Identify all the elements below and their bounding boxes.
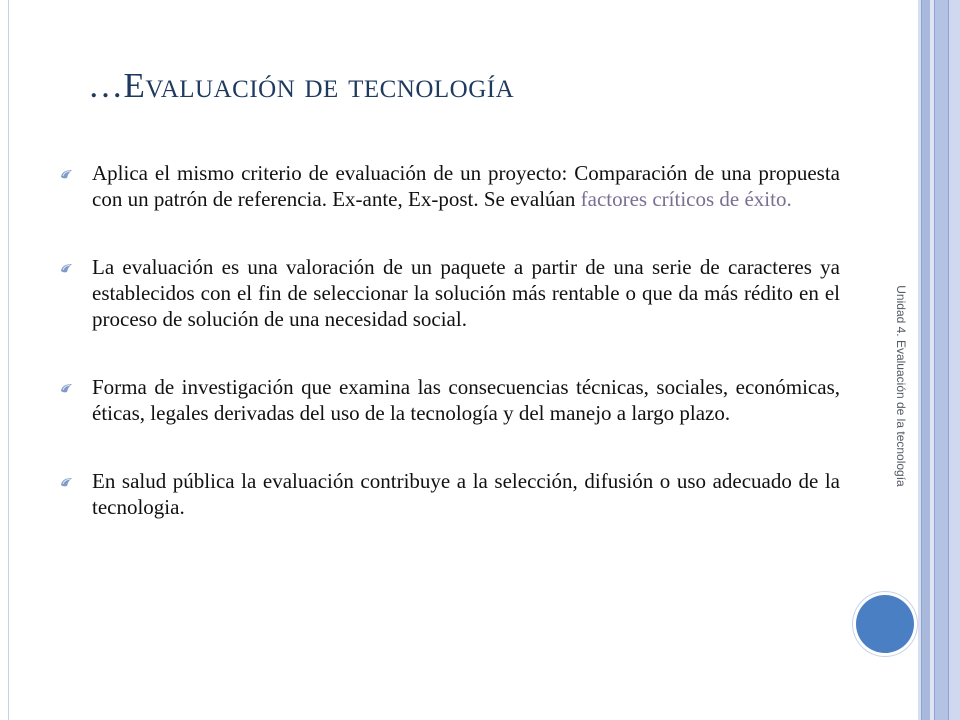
- bullet-item: [60, 254, 840, 332]
- left-frame-line: [8, 0, 9, 720]
- bullet-text: Forma de investigación que examina las consecuencias técnicas, sociales, económicas, éticas, legales derivadas del uso de la tecnología y del manejo a largo plazo.: [92, 375, 840, 425]
- right-stripe: [948, 0, 960, 720]
- vertical-unit-label: Unidad 4. Evaluación de la tecnología: [894, 285, 908, 487]
- droplet-bullet-icon: [60, 169, 73, 179]
- droplet-bullet-icon: [60, 477, 73, 487]
- right-stripe: [921, 0, 930, 720]
- stripe-divider: [948, 0, 949, 720]
- droplet-bullet-icon: [60, 383, 73, 393]
- droplet-bullet-icon: [60, 263, 73, 273]
- bullet-text: Aplica el mismo criterio de evaluación de un proyecto: Comparación de una propuesta con un patrón de referencia. Ex-ante, Ex-post. Se evalúan: [92, 161, 840, 211]
- bullet-text: En salud pública la evaluación contribuye a la selección, difusión o uso adecuado de la tecnologia.: [92, 469, 840, 519]
- stripe-divider: [934, 0, 935, 720]
- stripe-divider: [921, 0, 922, 720]
- slide-title: …Evaluación de tecnología: [88, 66, 515, 105]
- bullet-text: La evaluación es una valoración de un paquete a partir de una serie de caracteres ya establecidos con el fin de seleccionar la solución más rentable o que da más rédito en el proceso de solución de una necesidad social.: [92, 255, 840, 331]
- bullet-highlight: factores críticos de éxito.: [580, 187, 792, 211]
- bullet-list: [60, 160, 840, 520]
- right-stripe: [934, 0, 948, 720]
- decorative-circle: [856, 595, 914, 653]
- bullet-item: [60, 160, 840, 212]
- bullet-item: [60, 374, 840, 426]
- bullet-item: [60, 468, 840, 520]
